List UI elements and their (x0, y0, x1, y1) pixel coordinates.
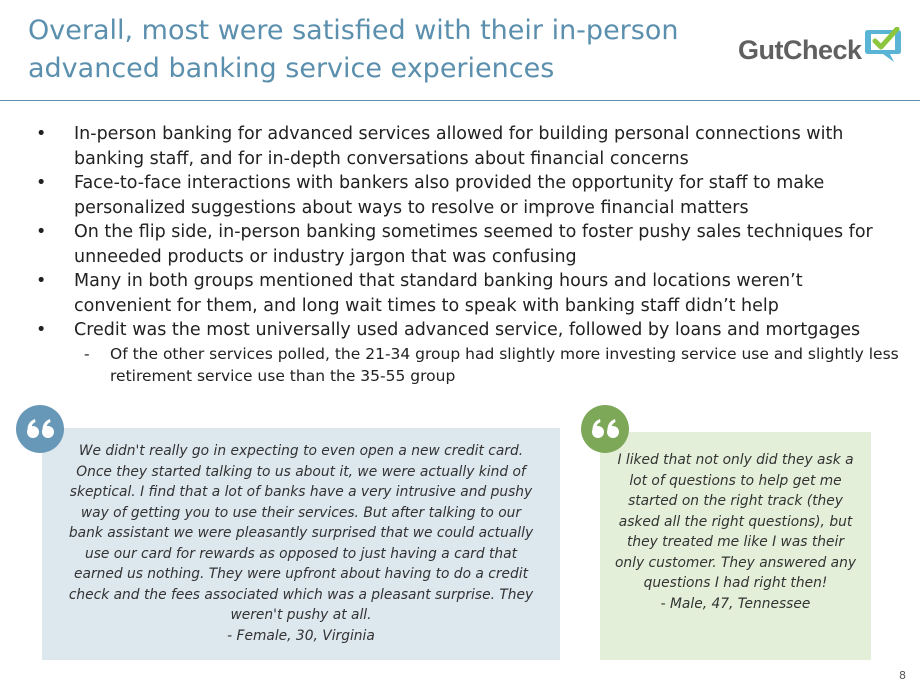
sub-bullet-marker: - (84, 344, 90, 363)
quote-body: I liked that not only did they ask a lot of questions to help get me started on the right track (they asked all the right questions), but they treated me like I was their only customer. They answered any questions I had right then! (614, 452, 857, 591)
gutcheck-logo (738, 30, 904, 70)
bullet-list (34, 122, 904, 387)
bullet-text: Credit was the most universally used advanced service, followed by loans and mortgages (74, 320, 861, 340)
quote-glyph (581, 405, 629, 453)
quote-box-male (600, 432, 871, 660)
quote-attribution: - Female, 30, Virginia (227, 627, 375, 644)
slide-title-line-2: advanced banking service experiences (28, 53, 555, 84)
bullet-marker: • (36, 124, 47, 144)
bullet-item (34, 269, 904, 318)
bullet-item (34, 220, 904, 269)
check-speech-bubble-icon (864, 27, 904, 65)
quote-attribution: - Male, 47, Tennessee (660, 595, 811, 612)
bullet-text: In-person banking for advanced services allowed for building personal connections with banking staff, and for in-depth conversations about financial concerns (74, 124, 844, 169)
logo-text: GutCheck (738, 34, 862, 65)
bullet-item (34, 122, 904, 171)
bullet-item (34, 318, 904, 387)
sub-bullet-text: Of the other services polled, the 21-34 group had slightly more investing service use and slightly less retirement service use than the 35-55 group (110, 344, 899, 385)
page-number: 8 (899, 669, 906, 682)
quote-glyph (16, 405, 64, 453)
title-divider (0, 100, 920, 101)
quote-body: We didn't really go in expecting to even open a new credit card. Once they started talking to us about it, we were actually kind of skeptical. I find that a lot of banks have a very intrusive and pushy way of getting you to use their services. But after talking to our bank assistant we were pleasantly surprised that we could actually use our card for rewards as opposed to just having a card that earned us nothing. They were upfront about having to do a credit check and the fees associated which was a pleasant surprise. They weren't pushy at all. (68, 443, 534, 623)
bullet-item (34, 171, 904, 220)
quote-text (614, 450, 857, 614)
bullet-text: On the flip side, in-person banking sometimes seemed to foster pushy sales techniques for unneeded products or industry jargon that was confusing (74, 222, 873, 267)
bullet-text: Many in both groups mentioned that standard banking hours and locations weren’t convenient for them, and long wait times to speak with banking staff didn’t help (74, 271, 803, 316)
slide-title-line-1: Overall, most were satisfied with their in-person (28, 15, 679, 46)
quote-text (62, 441, 540, 646)
bullet-marker: • (36, 320, 47, 340)
quote-marks-icon (581, 405, 629, 453)
sub-bullet-item (74, 343, 904, 387)
bullet-marker: • (36, 222, 47, 242)
bullet-marker: • (36, 271, 47, 291)
sub-bullet-list (74, 343, 904, 387)
bullet-marker: • (36, 173, 47, 193)
quote-marks-icon (16, 405, 64, 453)
quote-box-female (42, 428, 560, 660)
slide-title (28, 12, 728, 88)
bullet-text: Face-to-face interactions with bankers also provided the opportunity for staff to make personalized suggestions about ways to resolve or improve financial matters (74, 173, 825, 218)
